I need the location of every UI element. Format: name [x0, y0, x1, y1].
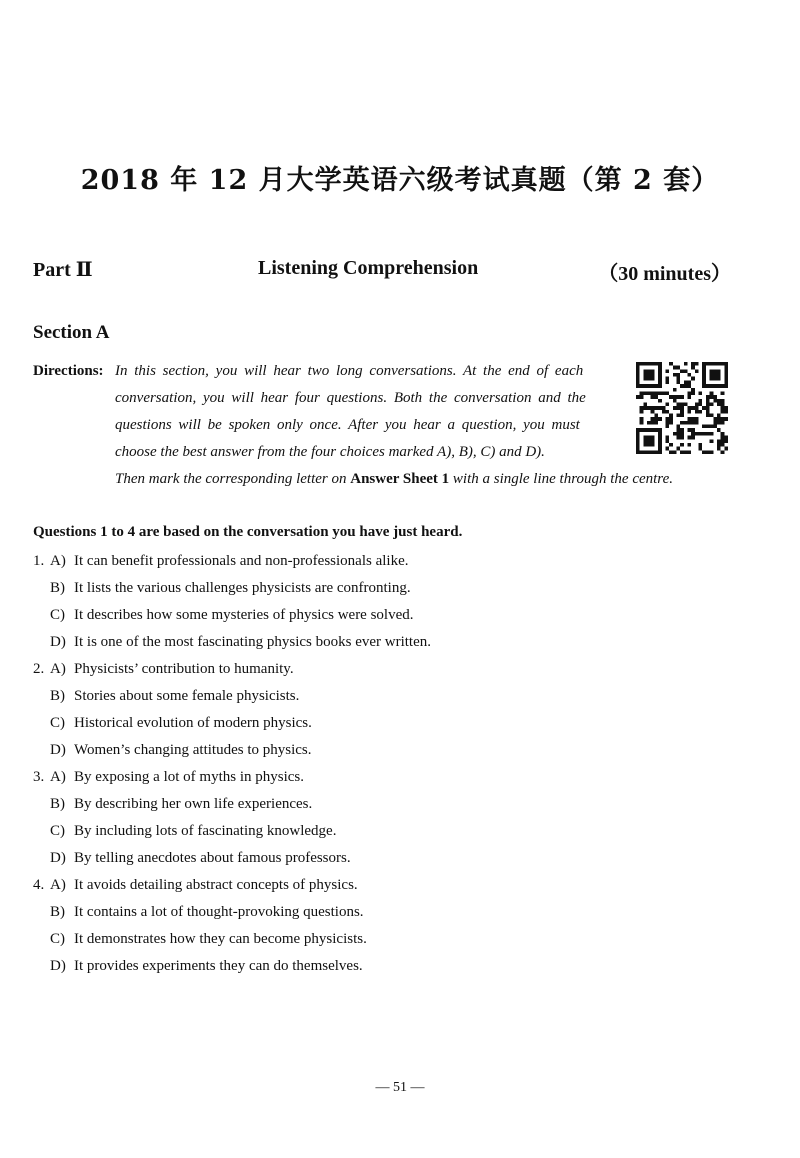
answer-option — [33, 686, 733, 713]
option-letter: D) — [50, 634, 66, 650]
option-letter: B) — [50, 904, 65, 920]
part-time: （30 minutes） — [598, 263, 731, 285]
answer-option — [33, 578, 733, 605]
option-letter: C) — [50, 823, 65, 839]
option-text: It contains a lot of thought-provoking questions. — [74, 904, 364, 920]
answer-option — [33, 551, 733, 578]
question-number: 2. — [33, 661, 45, 677]
option-text: By telling anecdotes about famous professors. — [74, 850, 351, 866]
answer-option — [33, 767, 733, 794]
option-letter: D) — [50, 850, 66, 866]
answer-option — [33, 713, 733, 740]
option-letter: A) — [50, 769, 66, 785]
option-text: It provides experiments they can do themselves. — [74, 958, 363, 974]
question-list — [33, 551, 733, 983]
directions-line: In this section, you will hear two long conversations. At the end of each — [115, 363, 584, 379]
answer-option — [33, 605, 733, 632]
option-letter: D) — [50, 742, 66, 758]
option-text: It describes how some mysteries of physics were solved. — [74, 607, 414, 623]
directions-text: Then mark the corresponding letter on — [115, 471, 351, 487]
answer-option — [33, 929, 733, 956]
question-number: 4. — [33, 877, 45, 893]
option-letter: D) — [50, 958, 66, 974]
question-number: 1. — [33, 553, 45, 569]
part-name: Listening Comprehension — [258, 257, 479, 279]
option-text: It avoids detailing abstract concepts of physics. — [74, 877, 358, 893]
question-group-heading: Questions 1 to 4 are based on the conversation you have just heard. — [33, 524, 463, 540]
option-text: By including lots of fascinating knowledge. — [74, 823, 337, 839]
option-text: Physicists’ contribution to humanity. — [74, 661, 294, 677]
page-number: — 51 — — [375, 1080, 425, 1095]
option-letter: B) — [50, 580, 65, 596]
answer-option — [33, 875, 733, 902]
option-text: Historical evolution of modern physics. — [74, 715, 312, 731]
option-letter: A) — [50, 553, 66, 569]
part-header — [33, 257, 731, 285]
section-title: Section A — [33, 322, 110, 343]
directions-line: choose the best answer from the four choices marked A), B), C) and D). — [115, 444, 545, 460]
option-text: It demonstrates how they can become physicists. — [74, 931, 367, 947]
part-label: Part Ⅱ — [33, 259, 93, 281]
directions-label: Directions: — [33, 363, 104, 379]
answer-option — [33, 902, 733, 929]
directions-line — [115, 471, 673, 488]
option-letter: C) — [50, 931, 65, 947]
option-text: It lists the various challenges physicists are confronting. — [74, 580, 411, 596]
answer-option — [33, 740, 733, 767]
option-letter: A) — [50, 877, 66, 893]
answer-option — [33, 956, 733, 983]
answer-option — [33, 632, 733, 659]
answer-sheet-label: Answer Sheet 1 — [350, 471, 450, 487]
option-text: By exposing a lot of myths in physics. — [74, 769, 304, 785]
directions-text: with a single line through the centre. — [449, 471, 673, 487]
option-text: By describing her own life experiences. — [74, 796, 313, 812]
qr-code-icon[interactable] — [636, 362, 728, 454]
option-text: Women’s changing attitudes to physics. — [74, 742, 312, 758]
option-text: It can benefit professionals and non-professionals alike. — [74, 553, 409, 569]
exam-title: 2018 年 12 月大学英语六级考试真题（第 2 套） — [80, 165, 720, 196]
answer-option — [33, 848, 733, 875]
option-letter: C) — [50, 607, 65, 623]
option-letter: B) — [50, 688, 65, 704]
answer-option — [33, 794, 733, 821]
option-text: It is one of the most fascinating physics books ever written. — [74, 634, 432, 650]
directions-line: questions will be spoken only once. After you hear a question, you must — [115, 417, 580, 433]
answer-option — [33, 659, 733, 686]
option-text: Stories about some female physicists. — [74, 688, 300, 704]
question-number: 3. — [33, 769, 45, 785]
option-letter: B) — [50, 796, 65, 812]
answer-option — [33, 821, 733, 848]
option-letter: C) — [50, 715, 65, 731]
option-letter: A) — [50, 661, 66, 677]
directions-line: conversation, you will hear four questions. Both the conversation and the — [115, 390, 586, 406]
